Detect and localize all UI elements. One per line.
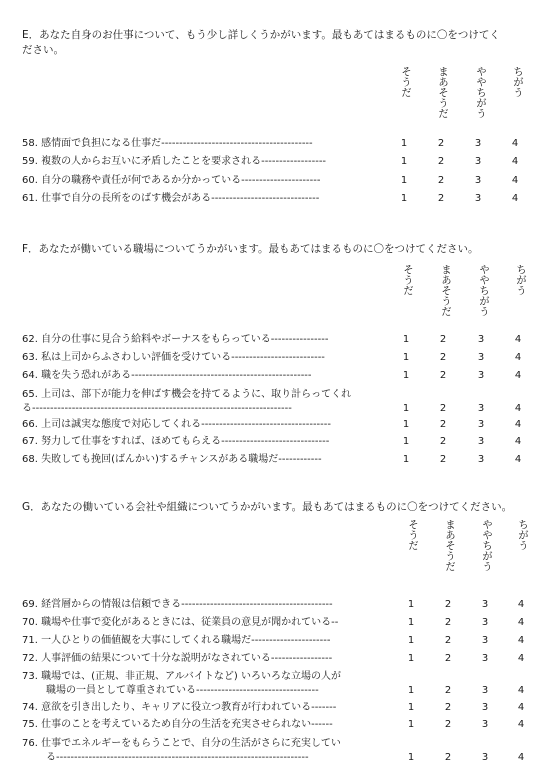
option-73-4[interactable]: 4 <box>517 685 525 696</box>
option-58-2[interactable]: 2 <box>437 138 445 149</box>
option-60-1[interactable]: 1 <box>400 175 408 186</box>
question-text: 上司は誠実な態度で対応してくれる------------------------------------ <box>41 419 331 430</box>
scale-header-sou-da: そうだ <box>400 66 412 98</box>
question-text: 経営層からの情報は信頼できる------------------------------------------ <box>41 599 333 610</box>
question-text: 意欲を引き出したり、キャリアに役立つ教育が行われている------- <box>41 702 337 713</box>
question-59 <box>22 156 326 168</box>
question-number: 64. <box>22 370 38 381</box>
option-63-4[interactable]: 4 <box>514 352 522 363</box>
question-number: 62. <box>22 334 38 345</box>
option-58-3[interactable]: 3 <box>474 138 482 149</box>
question-number: 58. <box>22 138 38 149</box>
question-text-cont: る------------------------------------------------------------------------ <box>22 403 292 414</box>
option-76-3[interactable]: 3 <box>481 752 489 763</box>
option-62-1[interactable]: 1 <box>402 334 410 345</box>
option-67-3[interactable]: 3 <box>477 436 485 447</box>
question-58 <box>22 138 313 150</box>
question-73-cont <box>46 685 319 697</box>
question-text: 感情面で負担になる仕事だ------------------------------------------ <box>41 138 313 149</box>
option-59-3[interactable]: 3 <box>474 156 482 167</box>
option-65-3[interactable]: 3 <box>477 403 485 414</box>
question-65 <box>22 389 351 401</box>
question-number: 61. <box>22 193 38 204</box>
option-71-2[interactable]: 2 <box>444 635 452 646</box>
question-text: 努力して仕事をすれば、ほめてもらえる------------------------------ <box>41 436 330 447</box>
option-67-1[interactable]: 1 <box>402 436 410 447</box>
question-63 <box>22 352 325 364</box>
question-text: 仕事のことを考えているため自分の生活を充実させられない------ <box>41 719 333 730</box>
scale-header-yaya-chigau: ややちがう <box>475 66 487 119</box>
question-72 <box>22 653 332 665</box>
option-76-1[interactable]: 1 <box>407 752 415 763</box>
option-65-1[interactable]: 1 <box>402 403 410 414</box>
question-number: 71. <box>22 635 38 646</box>
option-66-3[interactable]: 3 <box>477 419 485 430</box>
question-text: 上司は、部下が能力を伸ばす機会を持てるように、取り計らってくれ <box>41 389 352 400</box>
option-74-3[interactable]: 3 <box>481 702 489 713</box>
section-e-heading: E．あなた自身のお仕事について、もう少し詳しくうかがいます。最もあてはまるものに〇をつけてく <box>22 29 500 41</box>
question-number: 63. <box>22 352 38 363</box>
option-61-2[interactable]: 2 <box>437 193 445 204</box>
question-text: 仕事で自分の長所をのばす機会がある------------------------------ <box>41 193 320 204</box>
option-59-4[interactable]: 4 <box>511 156 519 167</box>
option-73-1[interactable]: 1 <box>407 685 415 696</box>
question-number: 69. <box>22 599 38 610</box>
option-73-3[interactable]: 3 <box>481 685 489 696</box>
question-75 <box>22 719 333 731</box>
option-61-4[interactable]: 4 <box>511 193 519 204</box>
scale-header-yaya-chigau: ややちがう <box>478 264 490 317</box>
option-66-1[interactable]: 1 <box>402 419 410 430</box>
question-69 <box>22 599 333 611</box>
question-number: 66. <box>22 419 38 430</box>
question-text: 一人ひとりの価値観を大事にしてくれる職場だ---------------------- <box>41 635 331 646</box>
option-75-3[interactable]: 3 <box>481 719 489 730</box>
option-64-3[interactable]: 3 <box>477 370 485 381</box>
option-66-2[interactable]: 2 <box>439 419 447 430</box>
option-72-3[interactable]: 3 <box>481 653 489 664</box>
question-number: 75. <box>22 719 38 730</box>
option-69-3[interactable]: 3 <box>481 599 489 610</box>
option-59-1[interactable]: 1 <box>400 156 408 167</box>
option-61-3[interactable]: 3 <box>474 193 482 204</box>
question-text: 失敗しても挽回(ばんかい)するチャンスがある職場だ------------ <box>41 454 322 465</box>
question-60 <box>22 175 320 187</box>
option-72-1[interactable]: 1 <box>407 653 415 664</box>
question-76-cont <box>46 752 309 764</box>
option-71-1[interactable]: 1 <box>407 635 415 646</box>
section-g-heading: G．あなたの働いている会社や組織についてうかがいます。最もあてはまるものに〇をつけてください。 <box>22 501 513 513</box>
question-text: 自分の仕事に見合う給料やボーナスをもらっている---------------- <box>41 334 329 345</box>
option-68-2[interactable]: 2 <box>439 454 447 465</box>
scale-header-sou-da: そうだ <box>402 264 414 296</box>
question-text: 複数の人からお互いに矛盾したことを要求される------------------ <box>41 156 327 167</box>
option-70-3[interactable]: 3 <box>481 617 489 628</box>
question-number: 59. <box>22 156 38 167</box>
scale-header-maa-sou-da: まあそうだ <box>440 264 452 317</box>
option-72-2[interactable]: 2 <box>444 653 452 664</box>
question-number: 68. <box>22 454 38 465</box>
option-60-2[interactable]: 2 <box>437 175 445 186</box>
question-text: 私は上司からふさわしい評価を受けている-------------------------- <box>41 352 325 363</box>
question-number: 60. <box>22 175 38 186</box>
question-number: 70. <box>22 617 38 628</box>
question-64 <box>22 370 312 382</box>
question-number: 76. <box>22 738 38 749</box>
question-text-cont: 職場の一員として尊重されている---------------------------------- <box>46 685 319 696</box>
option-58-4[interactable]: 4 <box>511 138 519 149</box>
question-text: 自分の職務や責任が何であるか分かっている---------------------- <box>41 175 321 186</box>
option-65-4[interactable]: 4 <box>514 403 522 414</box>
option-63-3[interactable]: 3 <box>477 352 485 363</box>
option-60-3[interactable]: 3 <box>474 175 482 186</box>
scale-header-chigau: ちがう <box>515 264 527 296</box>
option-62-4[interactable]: 4 <box>514 334 522 345</box>
question-73 <box>22 671 341 683</box>
option-63-2[interactable]: 2 <box>439 352 447 363</box>
question-68 <box>22 454 322 466</box>
option-60-4[interactable]: 4 <box>511 175 519 186</box>
option-63-1[interactable]: 1 <box>402 352 410 363</box>
option-70-2[interactable]: 2 <box>444 617 452 628</box>
option-70-4[interactable]: 4 <box>517 617 525 628</box>
option-67-4[interactable]: 4 <box>514 436 522 447</box>
option-62-3[interactable]: 3 <box>477 334 485 345</box>
option-71-4[interactable]: 4 <box>517 635 525 646</box>
option-69-2[interactable]: 2 <box>444 599 452 610</box>
section-e-heading-cont: ださい。 <box>22 44 64 56</box>
option-74-4[interactable]: 4 <box>517 702 525 713</box>
option-68-4[interactable]: 4 <box>514 454 522 465</box>
option-70-1[interactable]: 1 <box>407 617 415 628</box>
scale-header-sou-da: そうだ <box>407 519 419 551</box>
question-62 <box>22 334 328 346</box>
scale-header-maa-sou-da: まあそうだ <box>444 519 456 572</box>
question-70 <box>22 617 338 629</box>
question-text-cont: る---------------------------------------------------------------------- <box>46 752 309 763</box>
option-69-4[interactable]: 4 <box>517 599 525 610</box>
option-62-2[interactable]: 2 <box>439 334 447 345</box>
question-74 <box>22 702 336 714</box>
option-75-1[interactable]: 1 <box>407 719 415 730</box>
question-number: 72. <box>22 653 38 664</box>
section-f-heading: F．あなたが働いている職場についてうかがいます。最もあてはまるものに〇をつけてください。 <box>22 243 479 255</box>
question-number: 65. <box>22 389 38 400</box>
option-73-2[interactable]: 2 <box>444 685 452 696</box>
option-74-2[interactable]: 2 <box>444 702 452 713</box>
question-text: 職場や仕事で変化があるときには、従業員の意見が聞かれている-- <box>41 617 339 628</box>
option-59-2[interactable]: 2 <box>437 156 445 167</box>
question-number: 74. <box>22 702 38 713</box>
scale-header-maa-sou-da: まあそうだ <box>437 66 449 119</box>
option-65-2[interactable]: 2 <box>439 403 447 414</box>
question-71 <box>22 635 330 647</box>
option-64-2[interactable]: 2 <box>439 370 447 381</box>
option-76-2[interactable]: 2 <box>444 752 452 763</box>
option-64-1[interactable]: 1 <box>402 370 410 381</box>
option-69-1[interactable]: 1 <box>407 599 415 610</box>
option-75-4[interactable]: 4 <box>517 719 525 730</box>
option-76-4[interactable]: 4 <box>517 752 525 763</box>
question-67 <box>22 436 329 448</box>
question-text: 仕事でエネルギーをもらうことで、自分の生活がさらに充実してい <box>41 738 341 749</box>
option-68-3[interactable]: 3 <box>477 454 485 465</box>
scale-header-yaya-chigau: ややちがう <box>481 519 493 572</box>
option-68-1[interactable]: 1 <box>402 454 410 465</box>
scale-header-chigau: ちがう <box>517 519 529 551</box>
question-66 <box>22 419 331 431</box>
question-text: 人事評価の結果について十分な説明がなされている----------------- <box>41 653 333 664</box>
option-74-1[interactable]: 1 <box>407 702 415 713</box>
option-72-4[interactable]: 4 <box>517 653 525 664</box>
question-text: 職場では、(正規、非正規、アルバイトなど) いろいろな立場の人が <box>41 671 341 682</box>
question-number: 67. <box>22 436 38 447</box>
option-61-1[interactable]: 1 <box>400 193 408 204</box>
option-58-1[interactable]: 1 <box>400 138 408 149</box>
option-75-2[interactable]: 2 <box>444 719 452 730</box>
option-66-4[interactable]: 4 <box>514 419 522 430</box>
question-61 <box>22 193 319 205</box>
question-76 <box>22 738 341 750</box>
option-71-3[interactable]: 3 <box>481 635 489 646</box>
question-number: 73. <box>22 671 38 682</box>
option-67-2[interactable]: 2 <box>439 436 447 447</box>
option-64-4[interactable]: 4 <box>514 370 522 381</box>
question-text: 職を失う恐れがある-------------------------------------------------- <box>41 370 312 381</box>
question-65-cont <box>22 403 292 415</box>
scale-header-chigau: ちがう <box>512 66 524 98</box>
